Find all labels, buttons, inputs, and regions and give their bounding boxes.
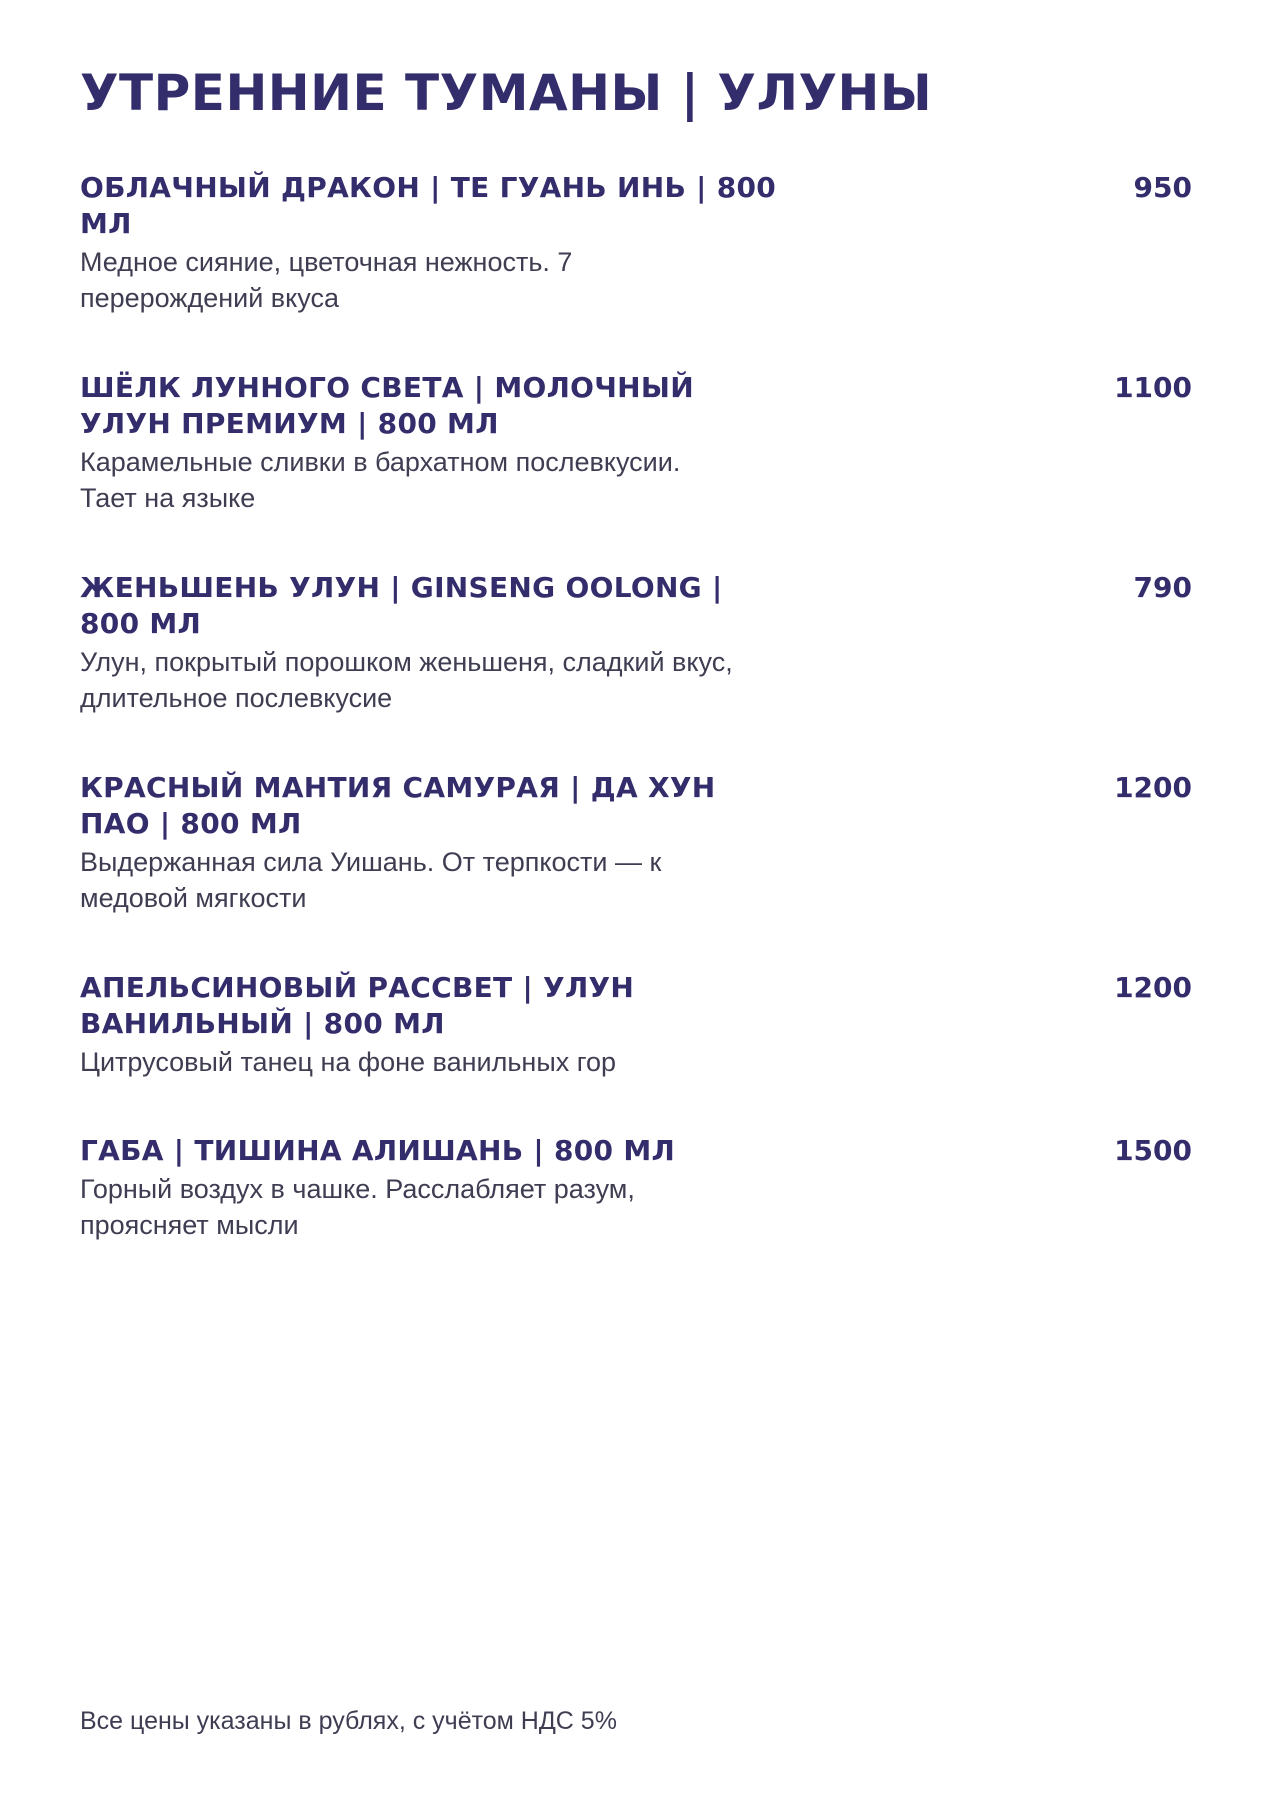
item-description: Медное сияние, цветочная нежность. 7 перерождений вкуса [80,247,573,313]
menu-item [80,570,1192,716]
menu-item [80,370,1192,516]
item-price: 1100 [1114,371,1192,404]
item-price: 790 [1133,571,1192,604]
item-description: Выдержанная сила Уишань. От терпкости — к медовой мягкости [80,847,662,913]
price-footnote: Все цены указаны в рублях, с учётом НДС 5% [80,1707,617,1735]
item-description: Цитрусовый танец на фоне ванильных гор [80,1047,617,1077]
item-price: 1200 [1114,971,1192,1004]
item-name: ЖЕНЬШЕНЬ УЛУН | GINSENG OOLONG | 800 МЛ [80,571,723,640]
menu-item [80,170,1192,316]
item-name: ШЁЛК ЛУННОГО СВЕТА | МОЛОЧНЫЙ УЛУН ПРЕМИУМ | 800 МЛ [80,371,694,440]
item-name: ГАБА | ТИШИНА АЛИШАНЬ | 800 МЛ [80,1134,676,1167]
item-name: АПЕЛЬСИНОВЫЙ РАССВЕТ | УЛУН ВАНИЛЬНЫЙ | 800 МЛ [80,971,635,1040]
item-description: Улун, покрытый порошком женьшеня, сладкий вкус, длительное послевкусие [80,647,733,713]
menu-item [80,1133,1192,1243]
item-price: 1200 [1114,771,1192,804]
page-title: УТРЕННИЕ ТУМАНЫ | УЛУНЫ [80,64,933,122]
item-name: КРАСНЫЙ МАНТИЯ САМУРАЯ | ДА ХУН ПАО | 800 МЛ [80,771,716,840]
menu-item [80,770,1192,916]
item-price: 1500 [1114,1134,1192,1167]
item-price: 950 [1133,171,1192,204]
item-description: Карамельные сливки в бархатном послевкусии. Тает на языке [80,447,681,513]
item-name: ОБЛАЧНЫЙ ДРАКОН | ТЕ ГУАНЬ ИНЬ | 800 МЛ [80,171,777,240]
menu-item [80,970,1192,1080]
item-description: Горный воздух в чашке. Расслабляет разум, проясняет мысли [80,1174,635,1240]
